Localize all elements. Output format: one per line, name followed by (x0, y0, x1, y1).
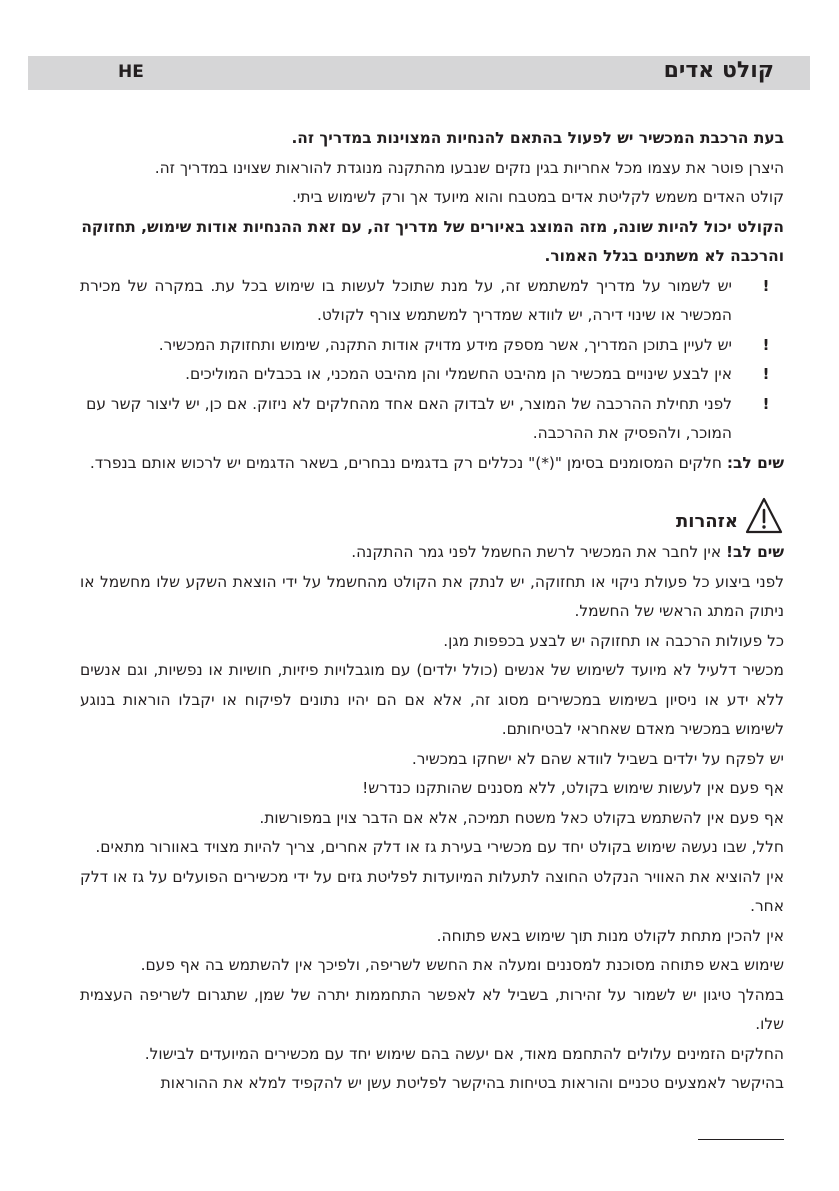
warning-triangle-icon (744, 496, 784, 536)
exclamation-icon: ! (762, 335, 770, 354)
warning-paragraph: לפני ביצוע כל פעולת ניקוי או תחזוקה, יש לנתק את הקולט מהחשמל על ידי הוצאת השקע שלו מחשמל או ניתוק המתג הראשי של החשמל. (80, 572, 784, 620)
list-item (80, 360, 784, 390)
warning-paragraph: מכשיר דלעיל לא מיועד לשימוש של אנשים (כולל ילדים) עם מוגבלויות פיזיות, חושיות או נפשיות, וגם אנשים ללא ידע או ניסיון בשימוש במכשירים מסוג זה, אלא אם הם יהיו נתונים לפיקוח או יקבלו הוראות בנוגע לשימוש במכשיר מאדם שאחראי לבטיחותם. (80, 661, 784, 738)
list-item (80, 331, 784, 361)
page-title: קולט אדים (663, 58, 774, 83)
exclamation-icon: ! (762, 276, 770, 295)
caution-list (80, 272, 784, 449)
warning-paragraph: החלקים הזמינים עלולים להתחמם מאוד, אם יעשה בהם שימוש יחד עם מכשירים המיועדים לבישול. (144, 1044, 784, 1063)
attention-line (80, 538, 784, 568)
warning-paragraph: אף פעם אין להשתמש בקולט כאל משטח תמיכה, אלא אם הדבר צוין במפורשות. (259, 808, 784, 827)
footer-divider (698, 1139, 784, 1140)
intro-instruction: בעת הרכבת המכשיר יש לפעול בהתאם להנחיות המצוינות במדריך זה. (291, 129, 784, 147)
optional-parts-note (80, 449, 784, 479)
warning-paragraph: יש לפקח על ילדים בשביל לוודא שהם לא ישחקו במכשיר. (411, 749, 784, 768)
header-bar (28, 56, 810, 90)
warning-paragraph: אין להכין מתחת לקולט מנות תוך שימוש באש פתוחה. (436, 926, 784, 945)
language-code: HE (118, 62, 144, 82)
attention-label: שים לב! (726, 543, 784, 561)
note-text: חלקים המסומנים בסימן "(*)" נכללים רק בדגמים נבחרים, בשאר הדגמים יש לרכוש אותם בנפרד. (89, 453, 727, 472)
intro-usage: קולט האדים משמש לקליטת אדים במטבח והוא מיועד אך ורק לשימוש ביתי. (292, 188, 784, 206)
list-item-text: לפני תחילת ההרכבה של המוצר, יש לבדוק האם אחד מהחלקים לא ניזוק. אם כן, יש ליצור קשר עם המוכר, ולהפסיק את ההרכבה. (86, 394, 732, 442)
warning-paragraph: אין להוציא את האוויר הנקלט החוצה לתעלות המיועדות לפליטת גזים על ידי מכשירים הפועלים על גז או דלק אחר. (80, 867, 784, 915)
intro-bold-note: הקולט יכול להיות שונה, מזה המוצג באיורים של מדריך זה, עם זאת ההנחיות אודות שימוש, תחזוקה והרכבה לא משתנים בגלל האמור. (81, 217, 784, 265)
intro-liability: היצרן פוטר את עצמו מכל אחריות בגין נזקים שנבעו מהתקנה מנוגדת להוראות שצוינו במדריך זה. (154, 158, 784, 177)
list-item-text: אין לבצע שינויים במכשיר הן מהיבט החשמלי והן מהיבט המכני, או בכבלים המוליכים. (185, 365, 732, 383)
attention-text: אין לחבר את המכשיר לרשת החשמל לפני גמר ההתקנה. (351, 543, 726, 561)
warning-paragraph: שימוש באש פתוחה מסוכנת למסננים ומעלה את החשש לשריפה, ולפיכך אין להשתמש בה אף פעם. (140, 956, 784, 974)
list-item-text: יש לעיין בתוכן המדריך, אשר מספק מידע מדויק אודות התקנה, שימוש ותחזוקת המכשיר. (158, 335, 732, 354)
list-item (80, 390, 784, 449)
exclamation-icon: ! (762, 394, 770, 413)
warning-paragraph: במהלך טיגון יש לשמור על זהירות, בשביל לא לאפשר התחממות יתרה של שמן, שתגרום לשריפה העצמית שלו. (80, 985, 784, 1033)
warning-paragraph: חלל, שבו נעשה שימוש בקולט יחד עם מכשירי בעירת גז או דלק אחרים, צריך להיות מצויד באוורור מתאים. (95, 838, 784, 856)
manual-content (80, 124, 784, 1099)
warning-paragraph: בהיקשר לאמצעים טכניים והוראות בטיחות בהיקשר לפליטת עשן יש להקפיד למלא את ההוראות (160, 1074, 784, 1092)
warning-paragraph: אף פעם אין לעשות שימוש בקולט, ללא מסננים שהותקנו כנדרש! (362, 779, 784, 797)
exclamation-icon: ! (762, 365, 770, 383)
note-label: שים לב: (726, 453, 784, 472)
warnings-title: אזהרות (676, 510, 738, 532)
list-item-text: יש לשמור על מדריך למשתמש זה, על מנת שתוכל לעשות בו שימוש בכל עת. במקרה של מכירת המכשיר או שינוי דירה, יש לוודא שמדריך למשתמש צורף לקולט. (80, 276, 732, 324)
warning-paragraph: כל פעולות הרכבה או תחזוקה יש לבצע בכפפות מגן. (443, 631, 784, 650)
warnings-heading (80, 490, 784, 538)
list-item (80, 272, 784, 331)
